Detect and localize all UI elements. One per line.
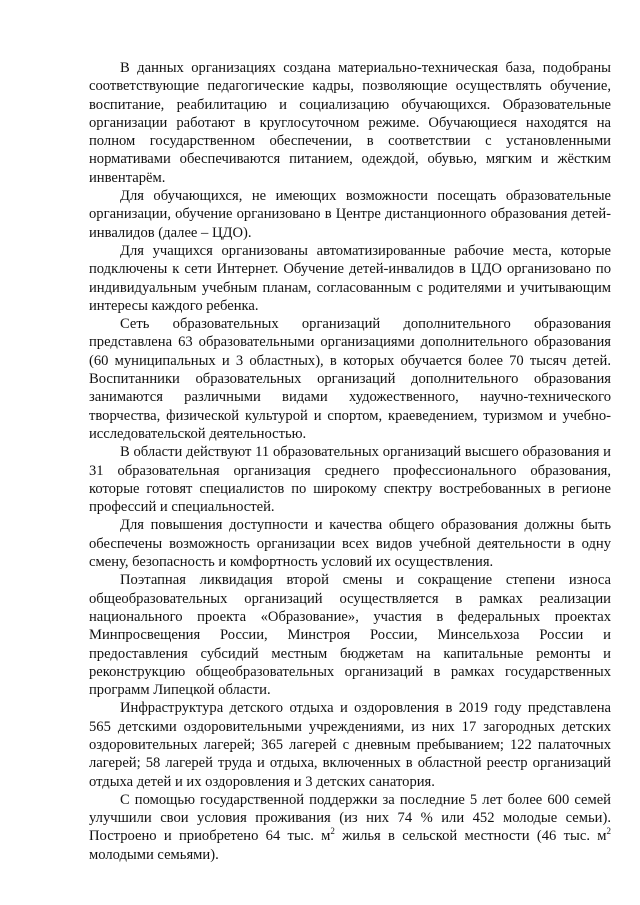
paragraph-higher-education: В области действуют 11 образовательных организаций высшего образования и 31 образовательная организация среднего профессионального образования, которые готовят специалистов по широкому спектру востребованных в регионе профессий и специальностей. [89,444,611,516]
square-meter-superscript: 2 [330,826,335,837]
paragraph-material-base: В данных организациях создана материально-техническая база, подобраны соответствующие педагогические кадры, позволяющие осуществлять обучение, воспитание, реабилитацию и социализацию обучающихся. Образовательные организации работают в круглосуточном режиме. Обучающиеся находятся на полном государственном обеспечении, в соответствии с установленными нормативами обеспечиваются питанием, одеждой, обувью, мягким и жёстким инвентарём. [89,60,611,186]
document-body [89,59,611,864]
paragraph-recreation-infrastructure: Инфраструктура детского отдыха и оздоровления в 2019 году представлена 565 детскими оздоровительными учреждениями, из них 17 загородных детских оздоровительных лагерей; 365 лагерей с дневным пребыванием; 122 палаточных лагерей; 58 лагерей труда и отдыха, включенных в областной реестр организаций отдыха детей и их оздоровления и 3 детских санатория. [89,700,611,790]
housing-text-part2: жилья в сельской местности (46 тыс. м [334,828,607,845]
housing-text-part3: молодыми семьями). [89,846,219,863]
square-meter-superscript: 2 [606,826,611,837]
paragraph-distance-education: Для обучающихся, не имеющих возможности посещать образовательные организации, обучение организовано в Центре дистанционного образования детей-инвалидов (далее – ЦДО). [89,188,611,241]
paragraph-second-shift: Поэтапная ликвидация второй смены и сокращение степени износа общеобразовательных организаций осуществляется в рамках реализации национального проекта «Образование», участия в федеральных проектах Минпросвещения России, Минстроя России, Минсельхоза России и предоставления субсидий местным бюджетам на капитальные ремонты и реконструкцию общеобразовательных организаций в рамках государственных программ Липецкой области. [89,572,611,699]
paragraph-housing-support [89,791,611,864]
paragraph-workstations: Для учащихся организованы автоматизированные рабочие места, которые подключены к сети Интернет. Обучение детей-инвалидов в ЦДО организовано по индивидуальным учебным планам, согласованным с родителями и учитывающим интересы каждого ребенка. [89,242,611,314]
paragraph-additional-education: Сеть образовательных организаций дополнительного образования представлена 63 образовательными организациями дополнительного образования (60 муниципальных и 3 областных), в которых обучается более 70 тысяч детей. Воспитанники образовательных организаций дополнительного образования занимаются различными видами художественного, научно-технического творчества, физической культурой и спортом, краеведением, туризмом и учебно-исследовательской деятельностью. [89,316,611,442]
housing-text-part1: С помощью государственной поддержки за последние 5 лет более 600 семей улучшили свои условия проживания (из них 74 % или 452 молодые семьи). Построено и приобретено 64 тыс. м [89,791,611,845]
paragraph-accessibility: Для повышения доступности и качества общего образования должны быть обеспечены возможность организации всех видов учебной деятельности в одну смену, безопасность и комфортность условий их осуществления. [89,517,611,571]
